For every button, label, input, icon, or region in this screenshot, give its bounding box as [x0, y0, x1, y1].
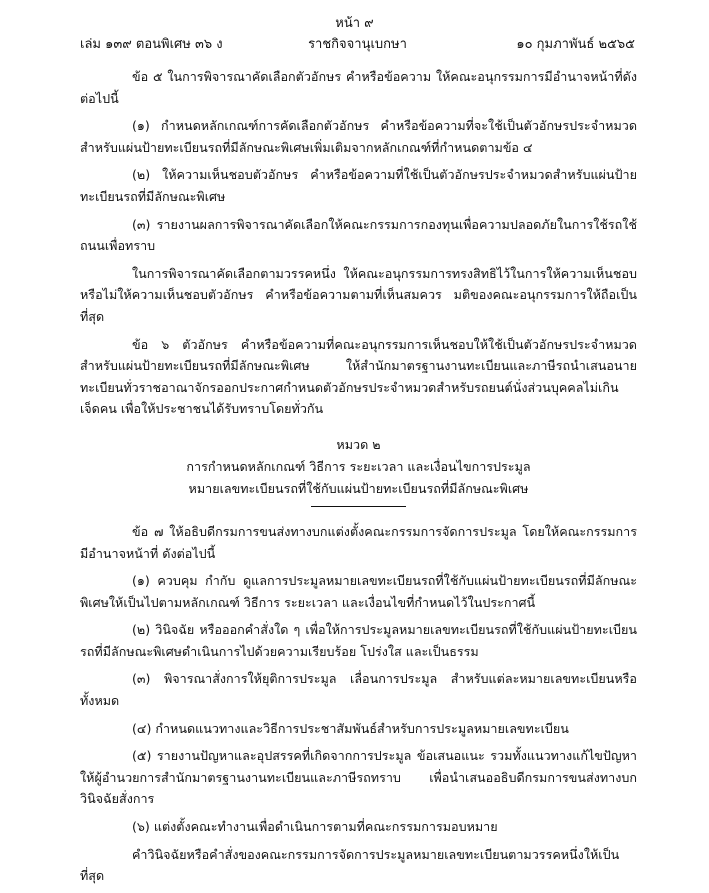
chapter-title-line-1: การกำหนดหลักเกณฑ์ วิธีการ ระยะเวลา และเงื่อนไขการประมูล: [186, 458, 531, 474]
clause-5-item-1: (๑) กำหนดหลักเกณฑ์การคัดเลือกตัวอักษร คำหรือข้อความที่จะใช้เป็นตัวอักษรประจำหมวดสำหรับแผ่นป้ายทะเบียนรถที่มีลักษณะพิเศษเพิ่มเติมจากหลักเกณฑ์ที่กำหนดตามข้อ ๔: [80, 118, 637, 155]
chapter-number: หมวด ๒: [336, 436, 381, 452]
clause-5-item-2: (๒) ให้ความเห็นชอบตัวอักษร คำหรือข้อความที่ใช้เป็นตัวอักษรประจำหมวดสำหรับแผ่นป้ายทะเบียนรถที่มีลักษณะพิเศษ: [80, 167, 637, 204]
volume-info: เล่ม ๑๓๙ ตอนพิเศษ ๓๖ ง: [80, 37, 223, 52]
publication-name: ราชกิจจานุเบกษา: [308, 37, 407, 52]
clause-7-item-5: (๕) รายงานปัญหาและอุปสรรคที่เกิดจากการประมูล ข้อเสนอแนะ รวมทั้งแนวทางแก้ไขปัญหาให้ผู้อำนวยการสำนักมาตรฐานงานทะเบียนและภาษีรถทราบ เพื่อนำเสนออธิบดีกรมการขนส่งทางบกวินิจฉัยสั่งการ: [80, 748, 637, 807]
clause-7-paragraph-2: คำวินิจฉัยหรือคำสั่งของคณะกรรมการจัดการประมูลหมายเลขทะเบียนตามวรรคหนึ่งให้เป็นที่สุด: [80, 846, 620, 884]
page-number: หน้า ๙: [335, 16, 374, 31]
clause-7-item-6: (๖) แต่งตั้งคณะทำงานเพื่อดำเนินการตามที่คณะกรรมการมอบหมาย: [132, 819, 498, 835]
chapter-title-line-2: หมายเลขทะเบียนรถที่ใช้กับแผ่นป้ายทะเบียนรถที่มีลักษณะพิเศษ: [188, 480, 529, 496]
clause-7-item-4: (๔) กำหนดแนวทางและวิธีการประชาสัมพันธ์สำหรับการประมูลหมายเลขทะเบียน: [132, 720, 569, 736]
clause-5-paragraph-2: ในการพิจารณาคัดเลือกตามวรรคหนึ่ง ให้คณะอนุกรรมการทรงสิทธิไว้ในการให้ความเห็นชอบหรือไม่ให้ความเห็นชอบตัวอักษร คำหรือข้อความตามที่เห็นสมควร มติของคณะอนุกรรมการให้ถือเป็นที่สุด: [80, 265, 637, 324]
clause-7-item-2: (๒) วินิจฉัย หรือออกคำสั่งใด ๆ เพื่อให้การประมูลหมายเลขทะเบียนรถที่ใช้กับแผ่นป้ายทะเบียนรถที่มีลักษณะพิเศษดำเนินการไปด้วยความเรียบร้อย โปร่งใส และเป็นธรรม: [80, 622, 637, 659]
clause-5: ข้อ ๕ ในการพิจารณาคัดเลือกตัวอักษร คำหรือข้อความ ให้คณะอนุกรรมการมีอำนาจหน้าที่ดังต่อไปนี้: [80, 69, 637, 106]
clause-7-item-3: (๓) พิจารณาสั่งการให้ยุติการประมูล เลื่อนการประมูล สำหรับแต่ละหมายเลขทะเบียนหรือทั้งหมด: [80, 671, 637, 709]
clause-6: ข้อ ๖ ตัวอักษร คำหรือข้อความที่คณะอนุกรรมการเห็นชอบให้ใช้เป็นตัวอักษรประจำหมวดสำหรับแผ่นป้ายทะเบียนรถที่มีลักษณะพิเศษ ให้สำนักมาตรฐานงานทะเบียนและภาษีรถนำเสนอนายทะเบียนทั่วราชอาณาจักรออกประกาศกำหนดตัวอักษรประจำหมวดสำหรับรถยนต์นั่งส่วนบุคคลไม่เกินเจ็ดคน เพื่อให้ประชาชนได้รับทราบโดยทั่วกัน: [80, 336, 637, 417]
running-header: [80, 33, 635, 53]
clause-7: ข้อ ๗ ให้อธิบดีกรมการขนส่งทางบกแต่งตั้งคณะกรรมการจัดการประมูล โดยให้คณะกรรมการมีอำนาจหน้าที่ ดังต่อไปนี้: [80, 523, 637, 561]
clause-5-item-3: (๓) รายงานผลการพิจารณาคัดเลือกให้คณะกรรมการกองทุนเพื่อความปลอดภัยในการใช้รถใช้ถนนเพื่อทราบ: [80, 216, 637, 254]
chapter-divider: [311, 506, 406, 507]
document-body: [80, 66, 637, 893]
chapter-heading: [80, 434, 637, 500]
publication-date: ๑๐ กุมภาพันธ์ ๒๕๖๕: [516, 37, 635, 52]
clause-7-item-1: (๑) ควบคุม กำกับ ดูแลการประมูลหมายเลขทะเบียนรถที่ใช้กับแผ่นป้ายทะเบียนรถที่มีลักษณะพิเศษให้เป็นไปตามหลักเกณฑ์ วิธีการ ระยะเวลา และเงื่อนไขที่กำหนดไว้ในประกาศนี้: [80, 573, 637, 610]
